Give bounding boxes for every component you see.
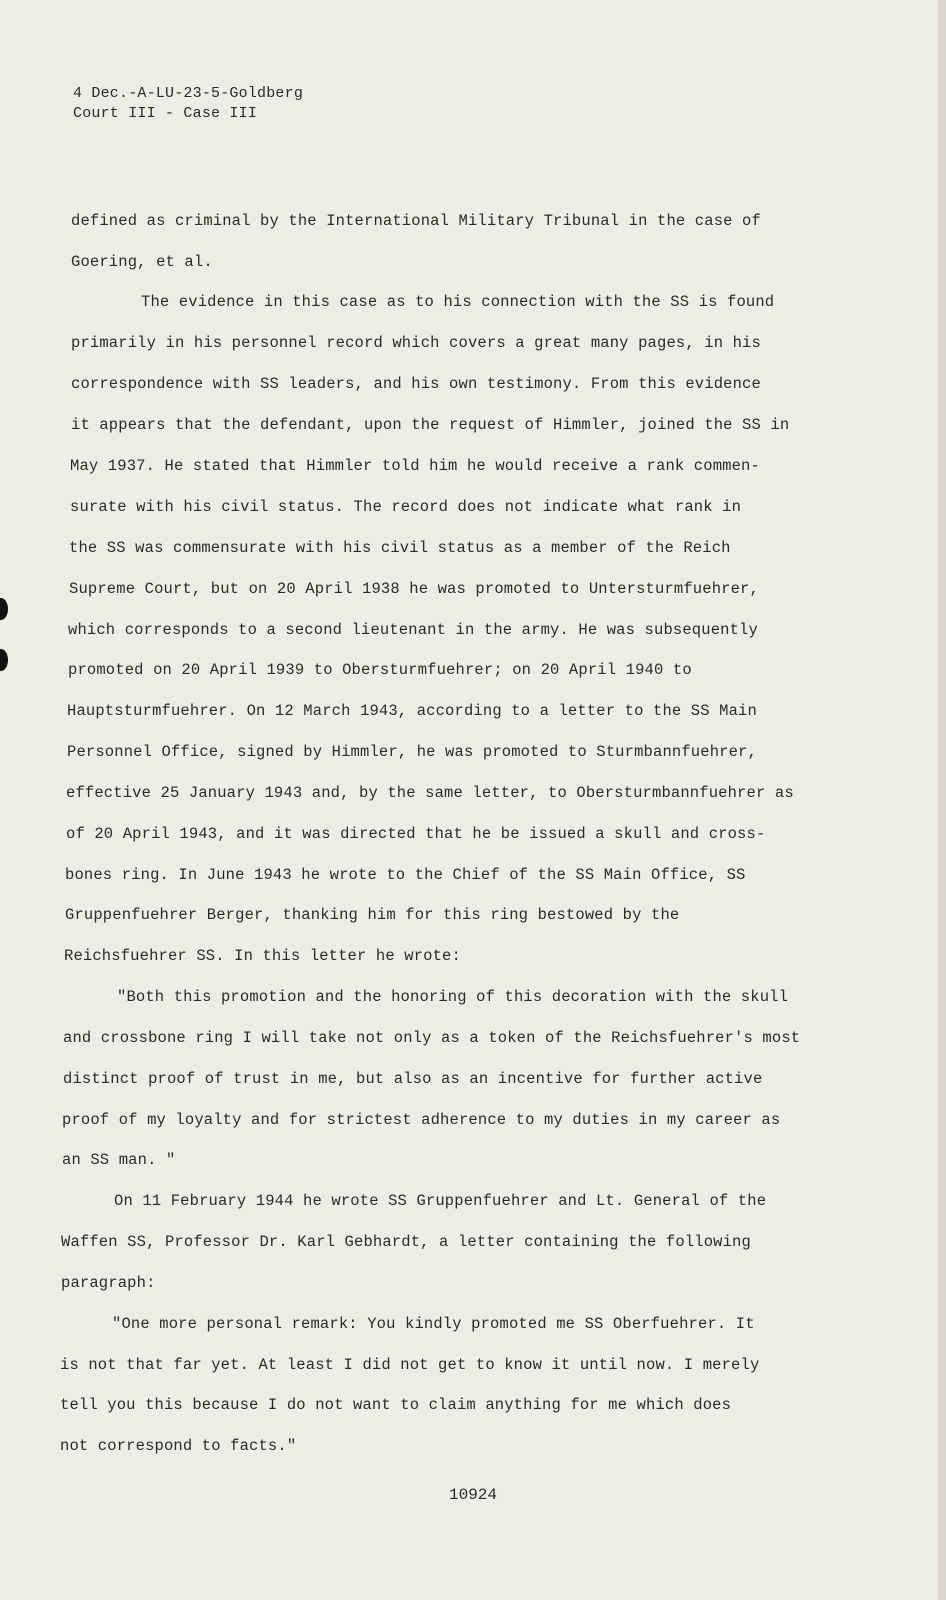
- document-header: [73, 84, 303, 124]
- text-line: surate with his civil status. The record does not indicate what rank in: [70, 498, 742, 516]
- court-case: Court III - Case III: [73, 105, 258, 122]
- text-line: Waffen SS, Professor Dr. Karl Gebhardt, a letter containing the following: [61, 1233, 751, 1251]
- text-line: Personnel Office, signed by Himmler, he was promoted to Sturmbannfuehrer,: [67, 743, 757, 761]
- text-line: proof of my loyalty and for strictest adherence to my duties in my career as: [62, 1111, 781, 1129]
- text-line: an SS man. ": [62, 1151, 176, 1169]
- text-line: the SS was commensurate with his civil status as a member of the Reich: [69, 539, 731, 557]
- text-line: distinct proof of trust in me, but also as an incentive for further active: [63, 1070, 763, 1088]
- text-line: it appears that the defendant, upon the request of Himmler, joined the SS in: [71, 416, 790, 434]
- punch-hole: [0, 598, 8, 620]
- text-line: promoted on 20 April 1939 to Obersturmfuehrer; on 20 April 1940 to: [68, 661, 692, 679]
- page-edge: [938, 0, 946, 1600]
- text-line: and crossbone ring I will take not only as a token of the Reichsfuehrer's most: [63, 1029, 801, 1047]
- text-line: primarily in his personnel record which covers a great many pages, in his: [71, 334, 761, 352]
- text-line: effective 25 January 1943 and, by the same letter, to Obersturmbannfuehrer as: [66, 784, 794, 802]
- text-line: On 11 February 1944 he wrote SS Gruppenfuehrer and Lt. General of the: [114, 1192, 767, 1210]
- punch-hole: [0, 649, 8, 671]
- text-line: May 1937. He stated that Himmler told him he would receive a rank commen-: [70, 457, 760, 475]
- text-line: which corresponds to a second lieutenant in the army. He was subsequently: [68, 621, 758, 639]
- text-line: Hauptsturmfuehrer. On 12 March 1943, according to a letter to the SS Main: [67, 702, 757, 720]
- text-line: correspondence with SS leaders, and his own testimony. From this evidence: [71, 375, 761, 393]
- text-line: tell you this because I do not want to claim anything for me which does: [60, 1396, 732, 1414]
- text-line: bones ring. In June 1943 he wrote to the Chief of the SS Main Office, SS: [65, 866, 746, 884]
- text-line: "Both this promotion and the honoring of this decoration with the skull: [117, 988, 789, 1006]
- text-line: Reichsfuehrer SS. In this letter he wrote:: [64, 947, 461, 965]
- page-number: 10924: [448, 1486, 497, 1504]
- text-line: "One more personal remark: You kindly promoted me SS Oberfuehrer. It: [112, 1315, 755, 1333]
- text-line: of 20 April 1943, and it was directed that he be issued a skull and cross-: [66, 825, 766, 843]
- text-line: Goering, et al.: [71, 253, 213, 271]
- text-line: The evidence in this case as to his connection with the SS is found: [141, 293, 775, 311]
- text-line: not correspond to facts.": [60, 1437, 297, 1455]
- text-line: Supreme Court, but on 20 April 1938 he was promoted to Untersturmfuehrer,: [69, 580, 759, 598]
- text-line: Gruppenfuehrer Berger, thanking him for this ring bestowed by the: [65, 906, 680, 924]
- text-line: defined as criminal by the International Military Tribunal in the case of: [71, 212, 761, 230]
- document-reference: 4 Dec.-A-LU-23-5-Goldberg: [73, 85, 304, 102]
- text-line: paragraph:: [61, 1274, 156, 1292]
- text-line: is not that far yet. At least I did not get to know it until now. I merely: [60, 1356, 760, 1374]
